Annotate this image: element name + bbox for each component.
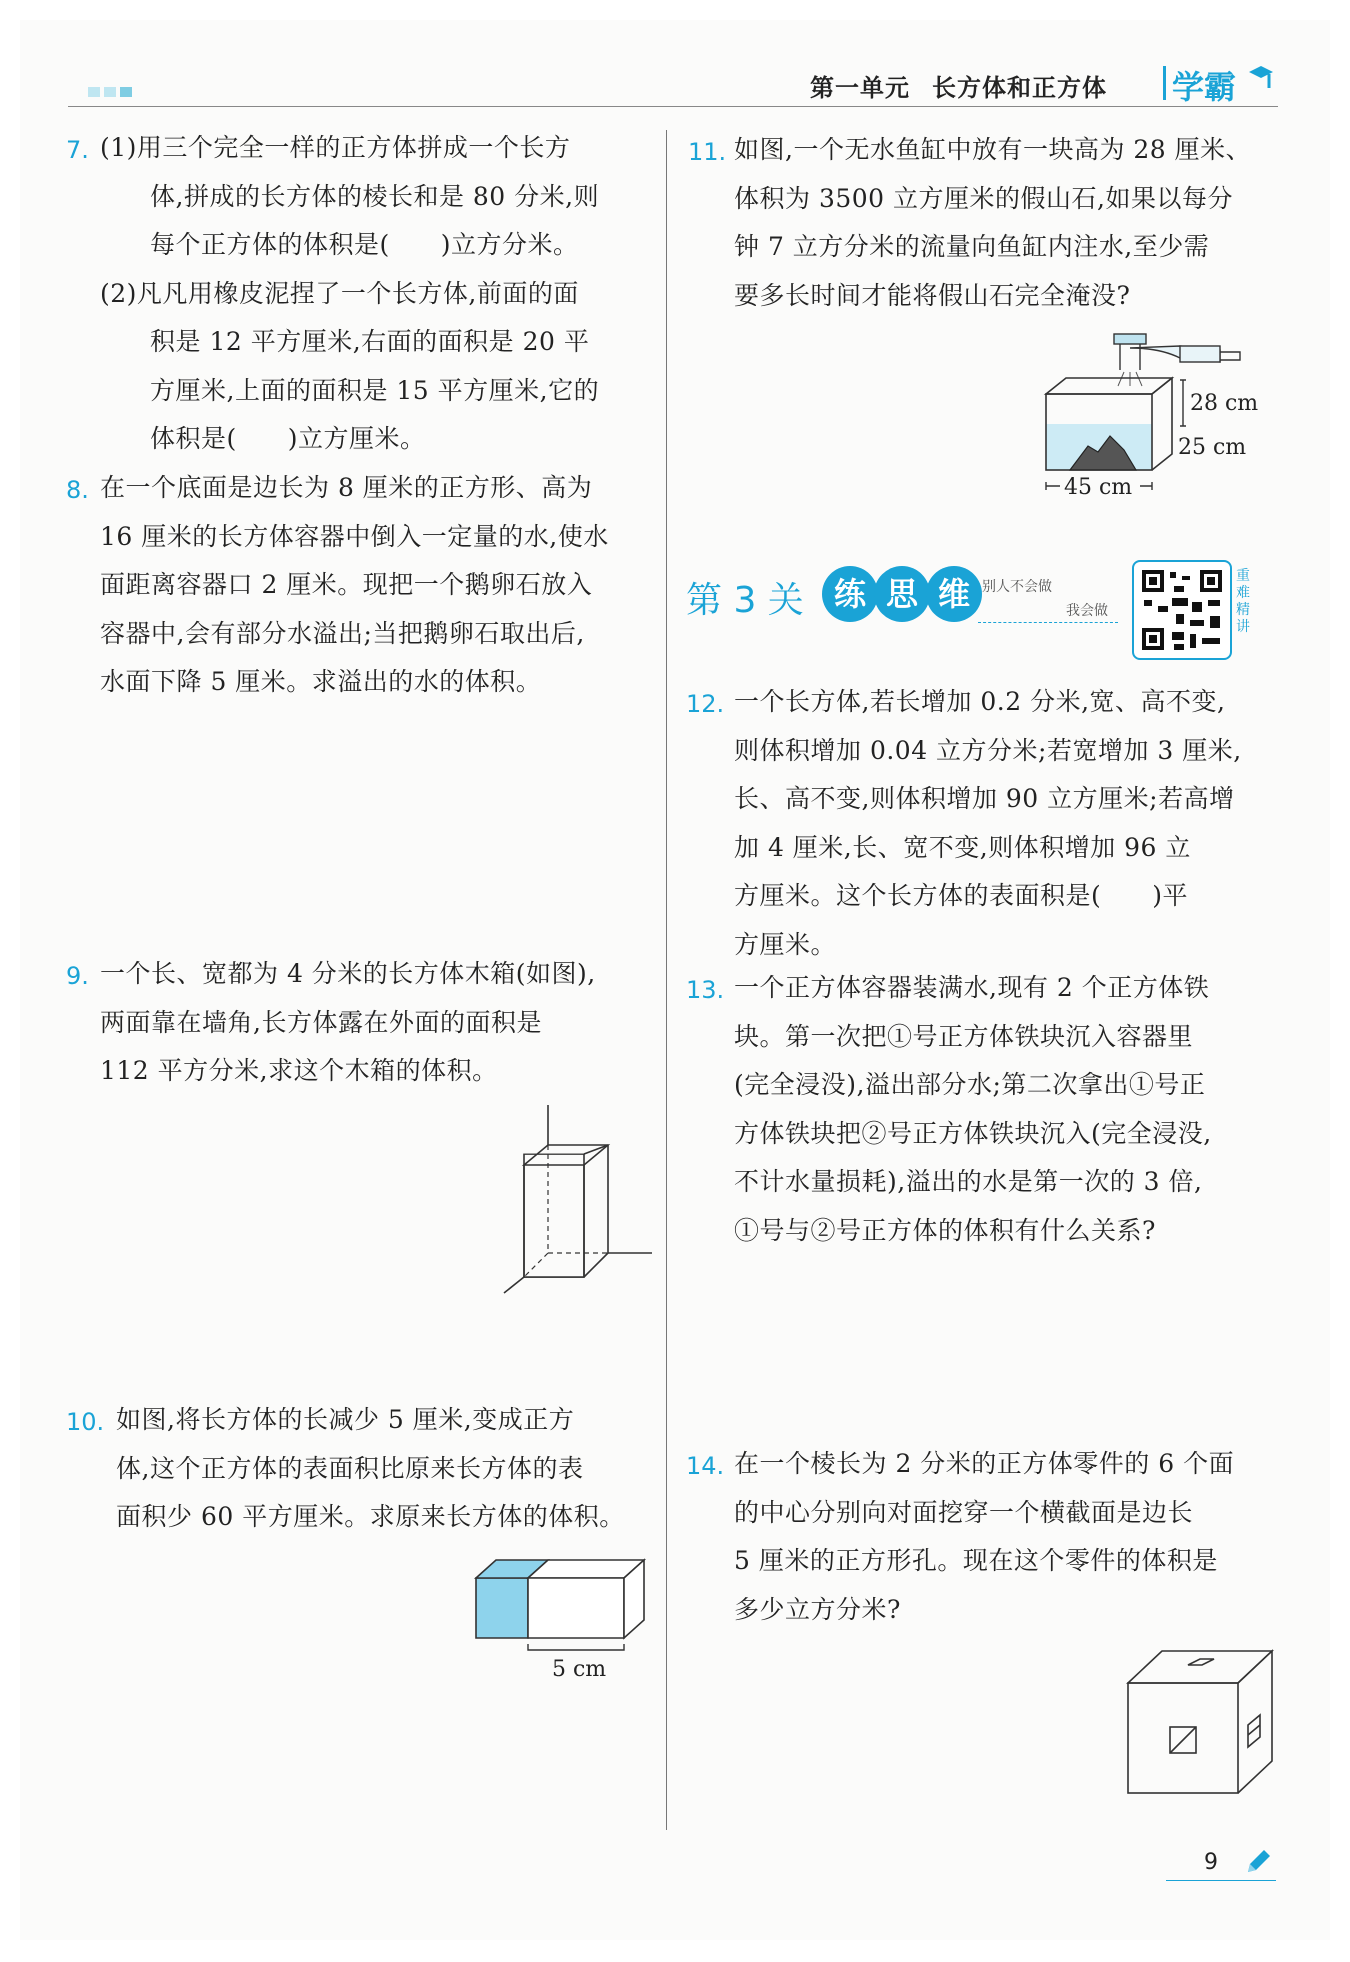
q7-line: 每个正方体的体积是( )立方分米。 [150, 230, 579, 259]
q11-line: 体积为 3500 立方厘米的假山石,如果以每分 [734, 183, 1233, 213]
question-number-10: 10. [66, 1408, 105, 1436]
q11-line: 如图,一个无水鱼缸中放有一块高为 28 厘米、 [734, 135, 1252, 164]
question-12 [734, 678, 1274, 969]
cuboid-length-label: 5 cm [552, 1657, 607, 1680]
wooden-box-diagram [500, 1105, 660, 1295]
q10-line: 体,这个正方体的表面积比原来长方体的表 [116, 1453, 584, 1483]
q12-line: 加 4 厘米,长、宽不变,则体积增加 96 立 [734, 832, 1191, 862]
q13-line: 块。第一次把①号正方体铁块沉入容器里 [734, 1021, 1194, 1051]
q8-line: 16 厘米的长方体容器中倒入一定量的水,使水 [100, 521, 609, 551]
section-char-1: 练 [822, 566, 878, 622]
q12-line: 方厘米。 [734, 929, 837, 959]
q7-line: 积是 12 平方厘米,右面的面积是 20 平 [150, 327, 590, 356]
q13-line: 不计水量损耗),溢出的水是第一次的 3 倍, [734, 1167, 1203, 1196]
question-14 [734, 1440, 1274, 1634]
q12-line: 长、高不变,则体积增加 90 立方厘米;若高增 [734, 784, 1235, 813]
tank-width-label: 25 cm [1178, 435, 1247, 460]
question-13 [734, 964, 1274, 1255]
q14-line: 在一个棱长为 2 分米的正方体零件的 6 个面 [734, 1449, 1235, 1478]
question-number-12: 12. [686, 690, 725, 718]
question-10 [116, 1396, 662, 1542]
question-7 [100, 124, 660, 464]
tank-length-label: 45 cm [1064, 475, 1133, 500]
q7-line: 体积是( )立方厘米。 [150, 424, 426, 453]
question-number-9: 9. [66, 962, 89, 990]
page-number: 9 [1204, 1850, 1218, 1875]
q7-line: (1)用三个完全一样的正方体拼成一个长方 [100, 133, 571, 162]
qr-side-label: 重难精讲 [1236, 568, 1250, 635]
question-8 [100, 464, 660, 707]
page-number-underline [1166, 1880, 1276, 1881]
section-subtitle-1: 别人不会做 [982, 579, 1052, 595]
tank-height-label: 28 cm [1190, 391, 1259, 416]
hollow-cube-diagram [1120, 1645, 1280, 1795]
question-number-11: 11. [688, 138, 727, 166]
q12-line: 方厘米。这个长方体的表面积是( )平 [734, 881, 1189, 910]
q14-line: 5 厘米的正方形孔。现在这个零件的体积是 [734, 1546, 1218, 1575]
header-decoration [88, 82, 136, 101]
question-number-8: 8. [66, 476, 89, 504]
q9-line: 112 平方分米,求这个木箱的体积。 [100, 1056, 498, 1085]
q11-line: 要多长时间才能将假山石完全淹没? [734, 280, 1131, 310]
qr-code-icon[interactable] [1132, 560, 1232, 660]
brand-logo: 学霸 [1172, 62, 1273, 108]
q8-line: 容器中,会有部分水溢出;当把鹅卵石取出后, [100, 618, 585, 648]
cuboid-diagram [470, 1550, 660, 1680]
question-number-7: 7. [66, 136, 89, 164]
column-divider [666, 130, 667, 1830]
question-9 [100, 950, 660, 1096]
section-subtitle-2: 我会做 [1066, 603, 1108, 619]
q8-line: 水面下降 5 厘米。求溢出的水的体积。 [100, 667, 542, 696]
q14-line: 多少立方分米? [734, 1594, 901, 1624]
question-11 [734, 126, 1274, 320]
question-number-14: 14. [686, 1452, 725, 1480]
section-char-3: 维 [926, 566, 982, 622]
unit-label: 第一单元 [810, 74, 910, 102]
section-dashed-line [978, 622, 1118, 623]
pencil-icon [1244, 1846, 1274, 1876]
q7-line: (2)凡凡用橡皮泥捏了一个长方体,前面的面 [100, 278, 579, 308]
q13-line: 一个正方体容器装满水,现有 2 个正方体铁 [734, 973, 1210, 1002]
question-number-13: 13. [686, 976, 725, 1004]
mortarboard-icon [1247, 62, 1273, 92]
q9-line: 一个长、宽都为 4 分米的长方体木箱(如图), [100, 959, 596, 988]
q13-line: (完全浸没),溢出部分水;第二次拿出①号正 [734, 1070, 1206, 1099]
q11-line: 钟 7 立方分米的流量向鱼缸内注水,至少需 [734, 232, 1210, 261]
topic-label: 长方体和正方体 [932, 74, 1107, 102]
q9-line: 两面靠在墙角,长方体露在外面的面积是 [100, 1007, 542, 1037]
q14-line: 的中心分别向对面挖穿一个横截面是边长 [734, 1497, 1194, 1527]
fish-tank-diagram [1040, 328, 1280, 518]
q8-line: 在一个底面是边长为 8 厘米的正方形、高为 [100, 473, 593, 502]
q8-line: 面距离容器口 2 厘米。现把一个鹅卵石放入 [100, 570, 593, 599]
section-char-2: 思 [874, 566, 930, 622]
q7-line: 方厘米,上面的面积是 15 平方厘米,它的 [150, 375, 600, 405]
q13-line: ①号与②号正方体的体积有什么关系? [734, 1215, 1156, 1245]
section-title: 第 3 关 [686, 580, 804, 621]
q10-line: 面积少 60 平方厘米。求原来长方体的体积。 [116, 1502, 625, 1531]
q12-line: 则体积增加 0.04 立方分米;若宽增加 3 厘米, [734, 735, 1242, 765]
header-title [810, 68, 1107, 103]
header-rule [68, 106, 1278, 107]
q7-line: 体,拼成的长方体的棱长和是 80 分米,则 [150, 181, 600, 211]
q12-line: 一个长方体,若长增加 0.2 分米,宽、高不变, [734, 687, 1226, 716]
q10-line: 如图,将长方体的长减少 5 厘米,变成正方 [116, 1405, 575, 1434]
header-divider [1163, 66, 1166, 100]
q13-line: 方体铁块把②号正方体铁块沉入(完全浸没, [734, 1118, 1212, 1148]
